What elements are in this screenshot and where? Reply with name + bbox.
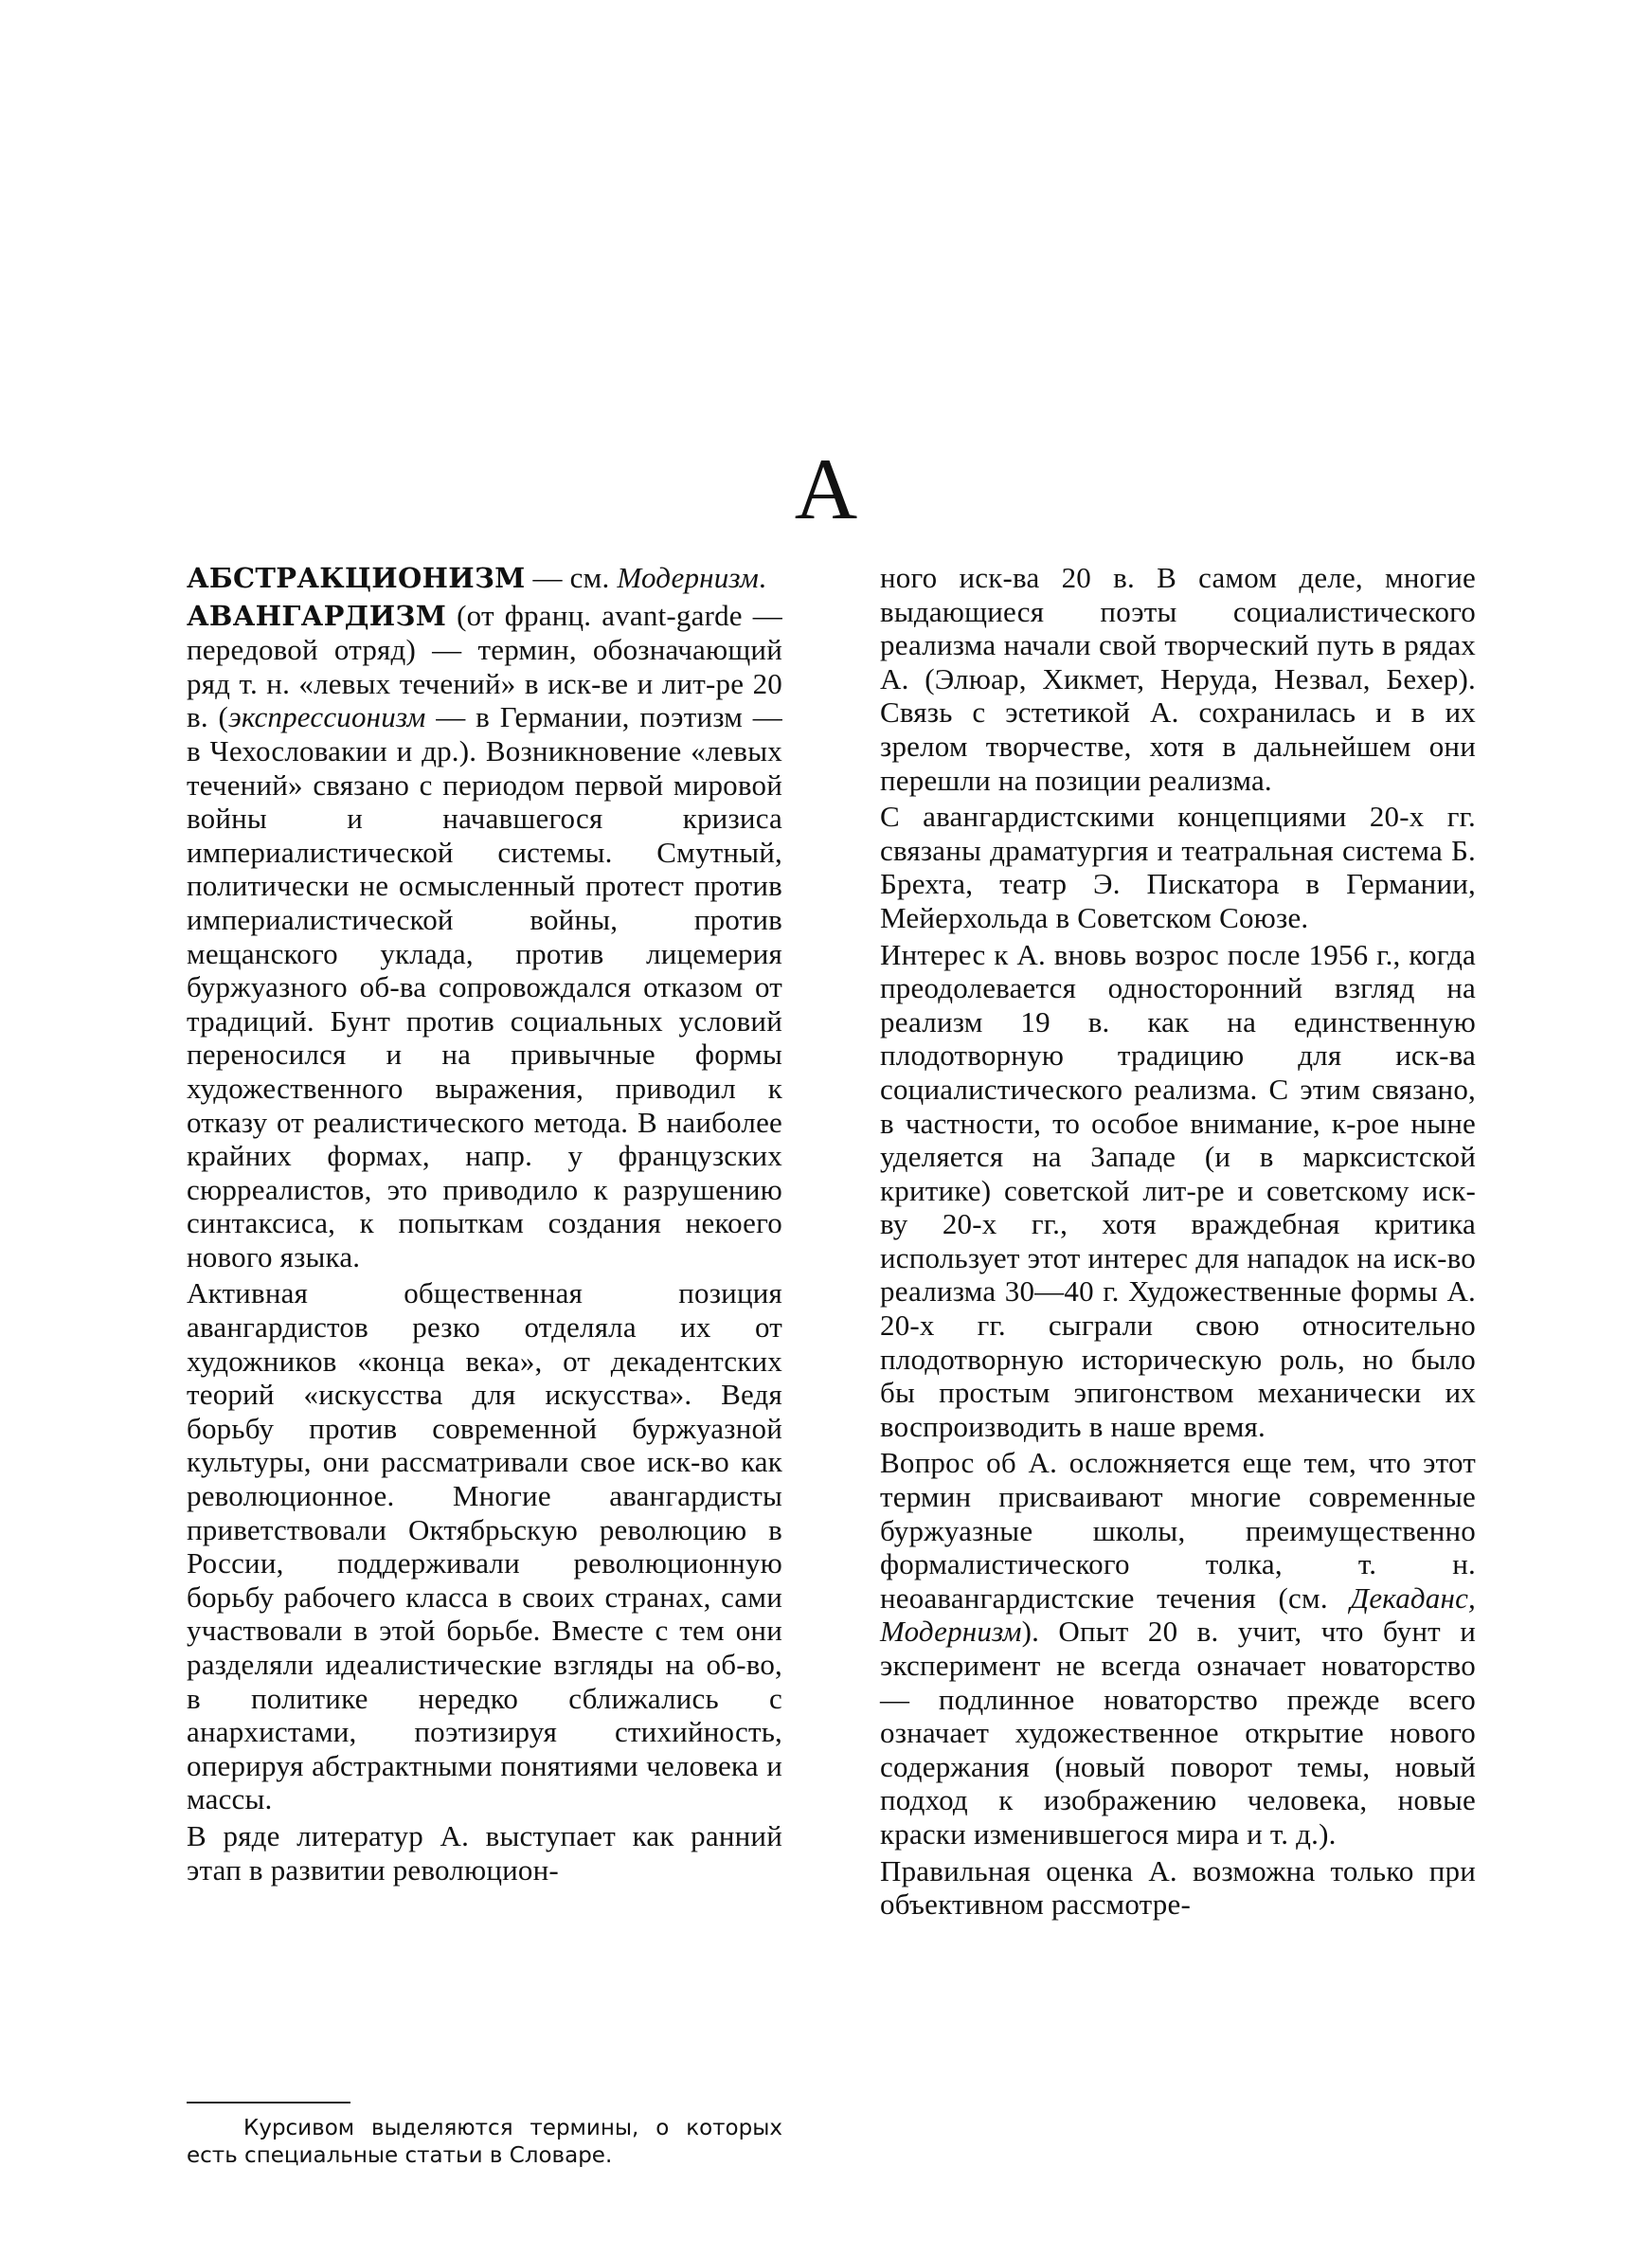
- entry-avangardizm: [187, 599, 782, 1274]
- section-letter-heading: А: [794, 441, 858, 537]
- entry-abstraktsionizm: [187, 561, 782, 596]
- cross-reference: экспрессионизм: [228, 700, 426, 734]
- paragraph: Активная общественная позиция авангардистов резко отделяла их от художников «конца века», от декадентских теорий «искусства для искусства». Ведя борьбу против современной буржуазной культуры, они рассматривали свое иск-во как революционное. Многие авангардисты приветствовали Октябрьскую революцию в России, поддерживали революционную борьбу рабочего класса в своих странах, сами участвовали в этой борьбе. Вместе с тем они разделяли идеалистические взгляды на об-во, в политике нередко сближались с анархистами, поэтизируя стихийность, оперируя абстрактными понятиями человека и массы.: [187, 1276, 782, 1816]
- right-column: [880, 561, 1476, 1922]
- headword: АБСТРАКЦИОНИЗМ: [187, 562, 526, 594]
- paragraph: [880, 1446, 1476, 1851]
- paragraph: С авангардистскими концепциями 20-х гг. связаны драматургия и театральная система Б. Брехта, театр Э. Пискатора в Германии, Мейерхольда в Советском Союзе.: [880, 800, 1476, 934]
- cross-reference: Модернизм: [617, 561, 759, 594]
- paragraph: Правильная оценка А. возможна только при объективном рассмотре-: [880, 1853, 1476, 1922]
- headword: АВАНГАРДИЗМ: [187, 599, 447, 632]
- paragraph-text: Вопрос об А. осложняется еще тем, что этот термин присваивают многие современные буржуазные школы, преимущественно формалистического толка, т. н. неоавангардистские течения (см.: [880, 1446, 1476, 1615]
- cross-reference: Декаданс, Модернизм: [880, 1580, 1476, 1649]
- entry-end: .: [758, 561, 766, 594]
- paragraph-text: (от франц. avant-garde — передовой отряд) — термин, обозначающий ряд т. н. «левых течений» в иск-ве и лит-ре 20 в. (: [187, 598, 782, 734]
- paragraph-text: ). Опыт 20 в. учит, что бунт и эксперимент не всегда означает новаторство — подлинное новаторство прежде всего означает художественное открытие нового содержания (новый поворот темы, новый подход к изображению человека, новые краски изменившегося мира и т. д.).: [880, 1615, 1476, 1851]
- paragraph: Интерес к А. вновь возрос после 1956 г., когда преодолевается односторонний взгляд на реализм 19 в. как на единственную плодотворную традицию для иск-ва социалистического реализма. С этим связано, в частности, то особое внимание, к-рое ныне уделяется на Западе (и в марксистской критике) советской лит-ре и советскому иск-ву 20-х гг., хотя враждебная критика использует этот интерес для нападок на иск-во реализма 30—40 г. Художественные формы А. 20-х гг. сыграли свою относительно плодотворную историческую роль, но было бы простым эпигонством механически их воспроизводить в наше время.: [880, 937, 1476, 1443]
- paragraph: В ряде литератур А. выступает как ранний этап в развитии революцион-: [187, 1818, 782, 1887]
- footnote-divider: [187, 2102, 350, 2104]
- paragraph: ного иск-ва 20 в. В самом деле, многие выдающиеся поэты социалистического реализма начали свой творческий путь в рядах А. (Элюар, Хикмет, Неруда, Незвал, Бехер). Связь с эстетикой А. сохранилась и в их зрелом творчестве, хотя в дальнейшем они перешли на позиции реализма.: [880, 561, 1476, 797]
- footnote: Курсивом выделяются термины, о которых есть специальные статьи в Словаре.: [187, 2116, 782, 2168]
- see-text: — см.: [525, 561, 618, 594]
- left-column: [187, 561, 782, 1887]
- paragraph-text: — в Германии, поэтизм — в Чехословакии и др.). Возникновение «левых течений» связано с периодом первой мировой войны и начавшегося кризиса империалистической системы. Смутный, политически не осмысленный протест против империалистической войны, против мещанского уклада, против лицемерия буржуазного об-ва сопровождался отказом от традиций. Бунт против социальных условий переносился и на привычные формы художественного выражения, приводил к отказу от реалистического метода. В наиболее крайних формах, напр. у французских сюрреалистов, это приводило к разрушению синтаксиса, к попыткам создания некоего нового языка.: [187, 700, 782, 1273]
